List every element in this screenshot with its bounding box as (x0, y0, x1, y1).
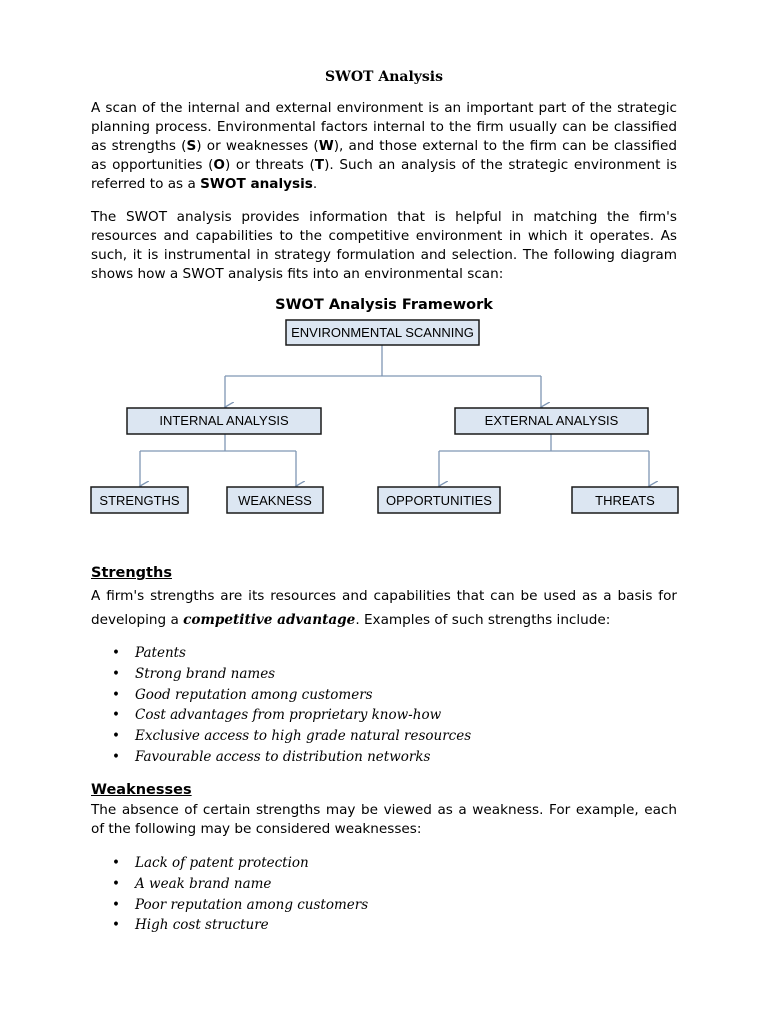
weaknesses-paragraph (91, 801, 677, 839)
strengths-label: STRENGTHS (99, 493, 180, 508)
intro-line: referred to as a SWOT analysis. (91, 176, 318, 192)
list-item: • Good reputation among customers (112, 685, 471, 706)
list-item: • Exclusive access to high grade natural resources (112, 726, 471, 747)
list-item: • Strong brand names (112, 664, 471, 685)
para2-line: such, it is instrumental in strategy formulation and selection. The following diagram (91, 247, 677, 263)
opportunities-label: OPPORTUNITIES (386, 493, 492, 508)
external-label: EXTERNAL ANALYSIS (484, 413, 619, 428)
list-item: • Cost advantages from proprietary know-how (112, 705, 471, 726)
para2-line: shows how a SWOT analysis fits into an environmental scan: (91, 266, 504, 282)
para2-line: The SWOT analysis provides information that is helpful in matching the firm's (91, 209, 677, 225)
list-item: • Lack of patent protection (112, 853, 368, 874)
strengths-heading: Strengths (91, 565, 172, 581)
intro-line: as opportunities (O) or threats (T). Such an analysis of the strategic environment is (91, 157, 678, 173)
list-item: • Favourable access to distribution networks (112, 747, 471, 768)
threats-label: THREATS (595, 493, 655, 508)
intro-line: A scan of the internal and external environment is an important part of the strategic (91, 100, 677, 116)
list-item: • A weak brand name (112, 874, 368, 895)
list-item: • Poor reputation among customers (112, 895, 368, 916)
weakness-label: WEAKNESS (238, 493, 312, 508)
weaknesses-line: of the following may be considered weaknesses: (91, 821, 422, 837)
strengths-list (112, 643, 471, 768)
internal-label: INTERNAL ANALYSIS (159, 413, 289, 428)
list-item: • Patents (112, 643, 471, 664)
root-label: ENVIRONMENTAL SCANNING (291, 325, 474, 340)
weaknesses-line: The absence of certain strengths may be viewed as a weakness. For example, each (91, 802, 677, 818)
strengths-line: developing a competitive advantage. Examples of such strengths include: (91, 612, 611, 628)
strengths-paragraph (91, 584, 677, 632)
strengths-line: A firm's strengths are its resources and capabilities that can be used as a basis for (91, 588, 677, 604)
list-item: • High cost structure (112, 915, 368, 936)
framework-title: SWOT Analysis Framework (275, 297, 493, 313)
weaknesses-heading: Weaknesses (91, 782, 192, 798)
page-title: SWOT Analysis (325, 69, 443, 85)
intro-line: as strengths (S) or weaknesses (W), and those external to the firm can be classified (91, 138, 677, 154)
intro-line: planning process. Environmental factors internal to the firm usually can be classified (91, 119, 677, 135)
para2-line: resources and capabilities to the competitive environment in which it operates. As (91, 228, 677, 244)
weaknesses-list (112, 853, 368, 936)
